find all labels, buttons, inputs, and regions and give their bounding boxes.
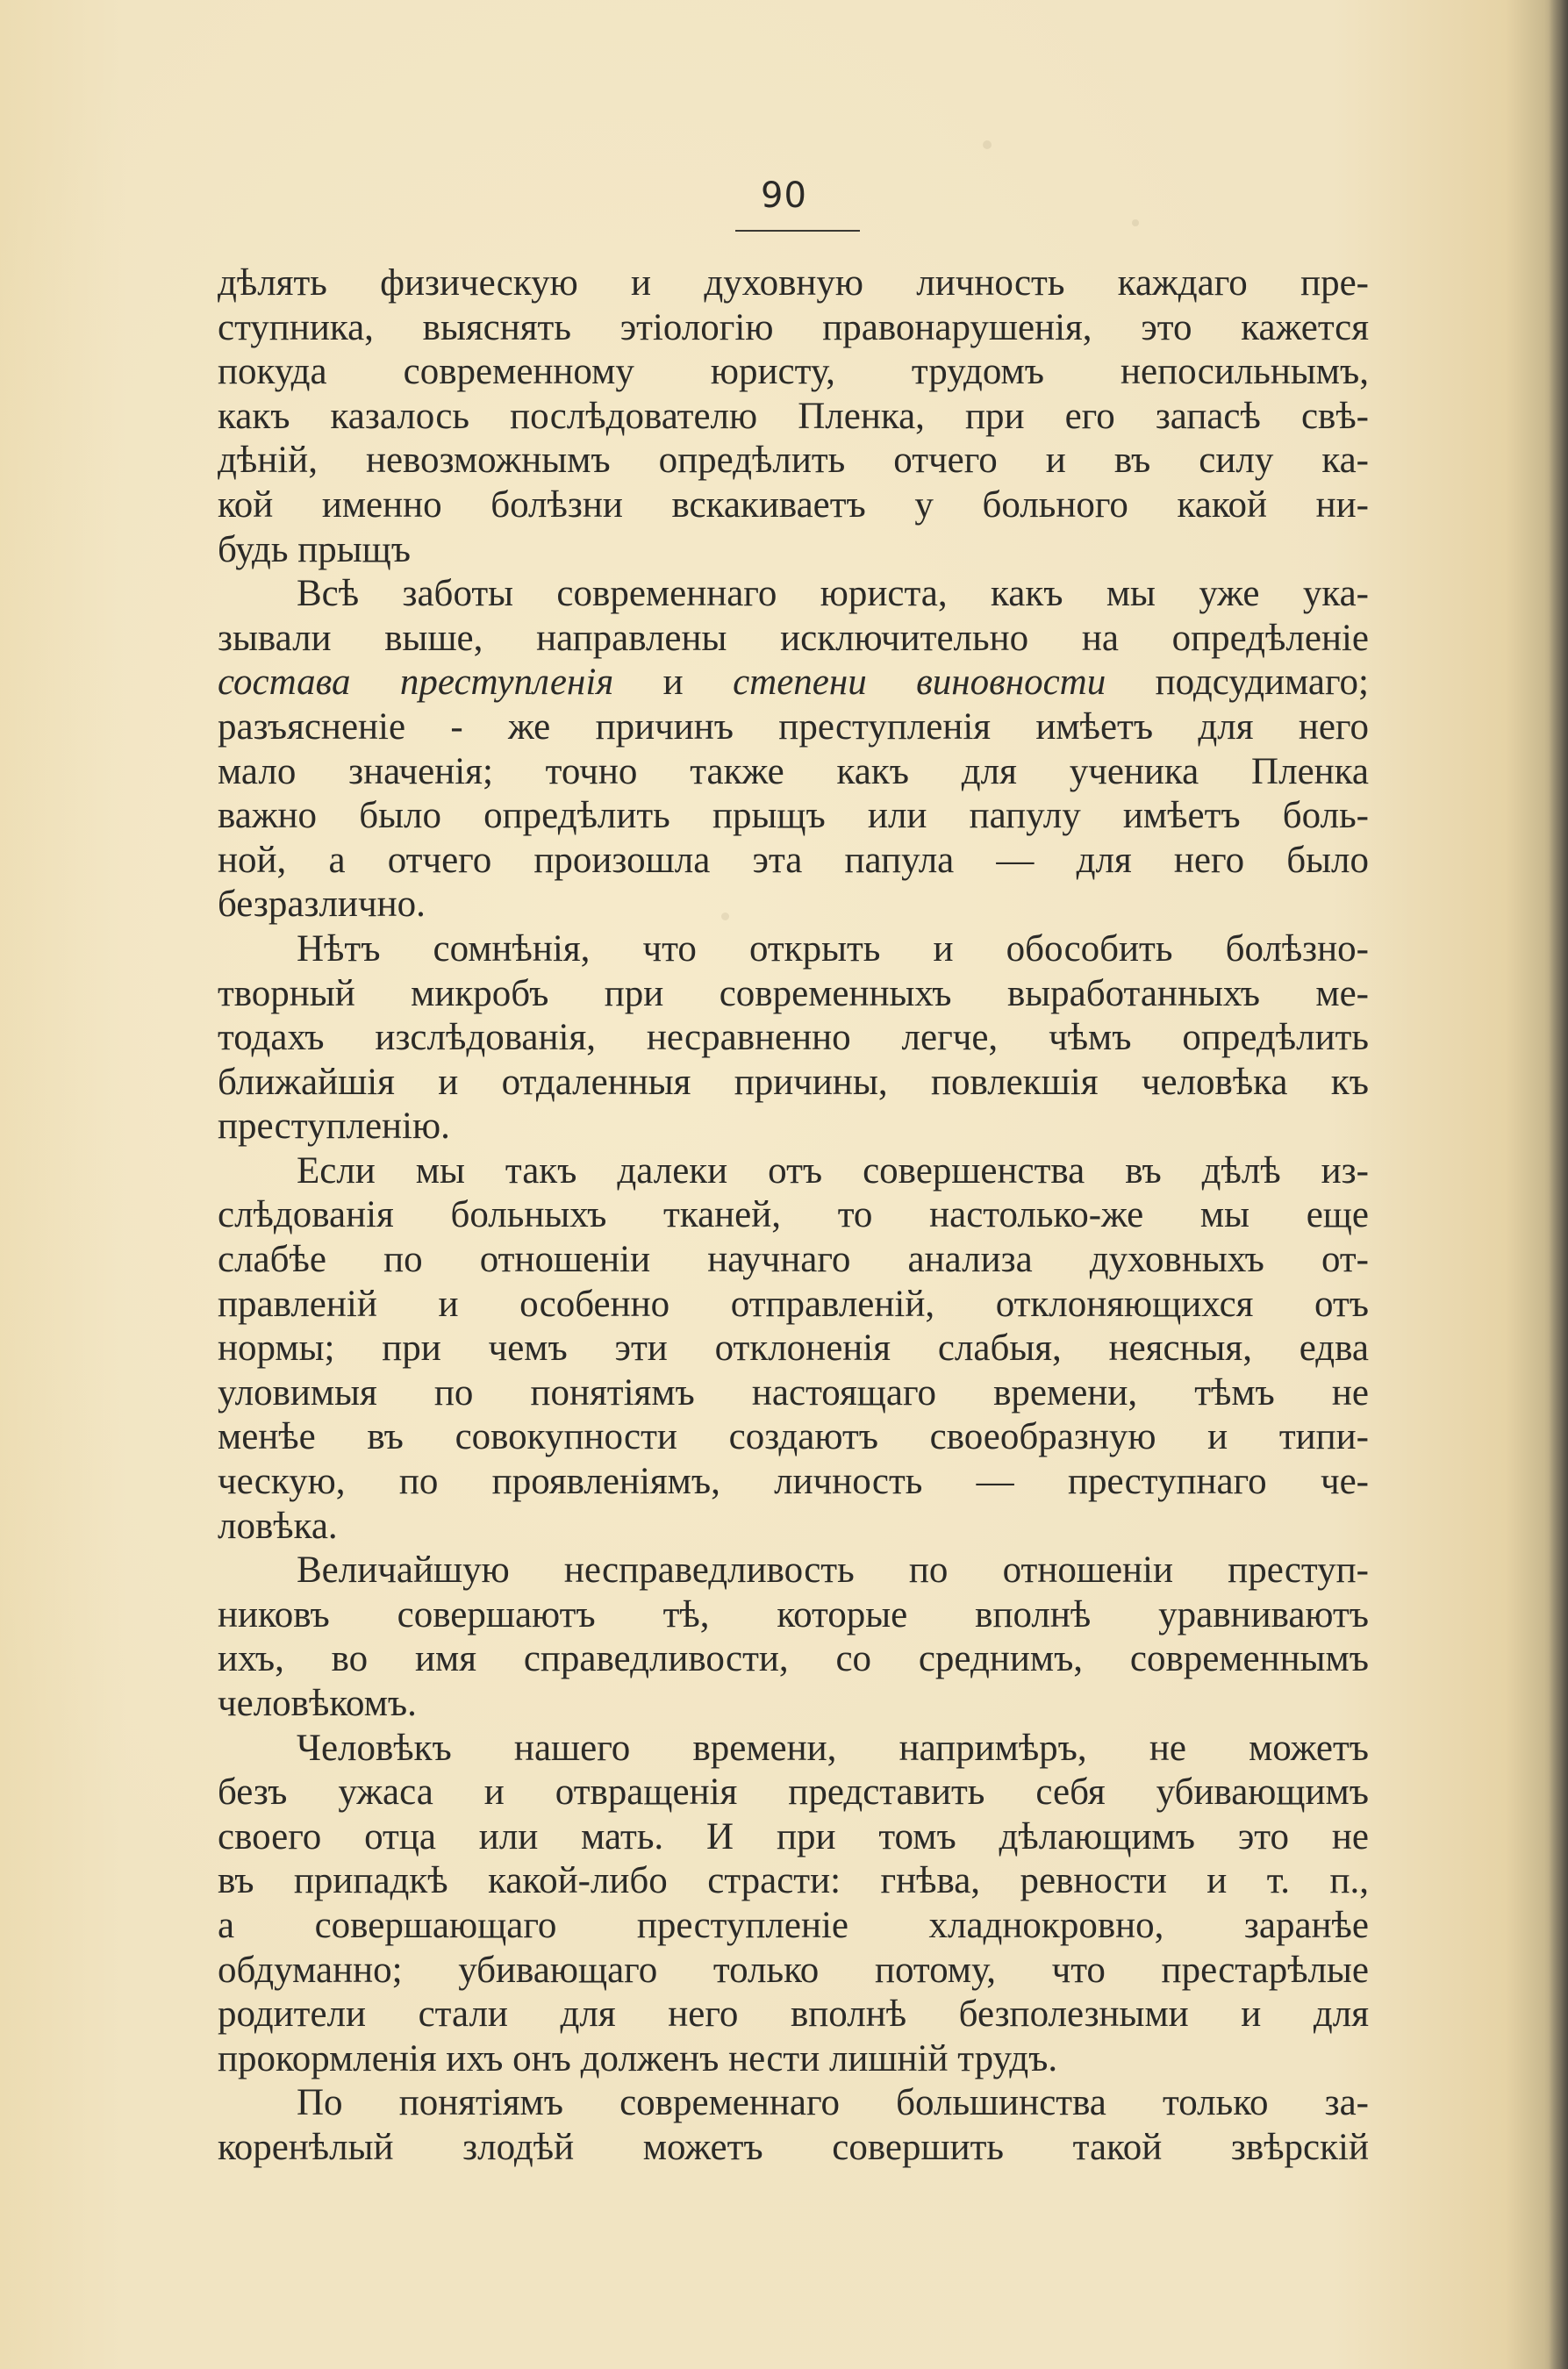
- text-line: никовъ совершаютъ тѣ, которые вполнѣ уравниваютъ: [218, 1593, 1369, 1635]
- text-line: Если мы такъ далеки отъ совершенства въ дѣлѣ из-: [297, 1149, 1369, 1192]
- text-line: человѣкомъ.: [218, 1683, 417, 1724]
- text-line: ной, а отчего произошла эта папула — для него было: [218, 839, 1369, 881]
- text-line: безразлично.: [218, 884, 426, 926]
- text-line: нормы; при чемъ эти отклоненія слабыя, неясныя, едва: [218, 1328, 1369, 1370]
- text-line: Нѣтъ сомнѣнія, что открыть и обособить болѣзно-: [297, 927, 1369, 970]
- text-line: тодахъ изслѣдованія, несравненно легче, чѣмъ опредѣлить: [218, 1017, 1369, 1059]
- text-line: ихъ, во имя справедливости, со среднимъ, современнымъ: [218, 1638, 1369, 1680]
- body-text: [218, 261, 1369, 2171]
- italic-phrase: состава преступленія: [218, 662, 614, 704]
- paper-stain: [1132, 219, 1139, 226]
- text-line: ступника, выяснять этіологію правонарушенія, это кажется: [218, 306, 1369, 348]
- text-line: Всѣ заботы современнаго юриста, какъ мы уже ука-: [297, 573, 1369, 615]
- text-line: менѣе въ совокупности создаютъ своеобразную и типи-: [218, 1416, 1369, 1458]
- text-line: своего отца или мать. И при томъ дѣлающимъ это не: [218, 1815, 1369, 1857]
- text-line: По понятіямъ современнаго большинства только за-: [297, 2082, 1369, 2124]
- text-line: Величайшую несправедливость по отношеніи преступ-: [297, 1550, 1369, 1592]
- text-line: [218, 661, 1369, 705]
- text-line: обдуманно; убивающаго только потому, что престарѣлые: [218, 1949, 1369, 1991]
- text-line: будь прыщъ: [218, 528, 412, 570]
- text-segment: подсудимаго;: [1106, 662, 1369, 704]
- text-line: въ припадкѣ какой-либо страсти: гнѣва, ревности и т. п.,: [218, 1860, 1369, 1902]
- text-line: слѣдованія больныхъ тканей, то настолько-же мы еще: [218, 1194, 1369, 1236]
- text-line: ближайшія и отдаленныя причины, повлекшія человѣка къ: [218, 1061, 1369, 1103]
- text-line: мало значенія; точно также какъ для ученика Пленка: [218, 750, 1369, 792]
- text-line: зывали выше, направлены исключительно на опредѣленіе: [218, 617, 1369, 659]
- text-line: дѣлять физическую и духовную личность каждаго пре-: [218, 262, 1369, 304]
- text-line: коренѣлый злодѣй можетъ совершить такой звѣрскій: [218, 2126, 1369, 2168]
- text-line: правленій и особенно отправленій, отклоняющихся отъ: [218, 1283, 1369, 1325]
- paper-stain: [983, 140, 992, 149]
- text-line: какъ казалось послѣдователю Пленка, при его запасѣ свѣ-: [218, 395, 1369, 437]
- text-segment: и: [613, 662, 734, 704]
- text-line: ческую, по проявленіямъ, личность — преступнаго че-: [218, 1461, 1369, 1503]
- text-line: кой именно болѣзни вскакиваетъ у больного какой ни-: [218, 483, 1369, 526]
- header-rule: [735, 230, 860, 232]
- text-line: дѣній, невозможнымъ опредѣлить отчего и въ силу ка-: [218, 440, 1369, 482]
- text-line: разъясненіе - же причинъ преступленія имѣетъ для него: [218, 705, 1369, 748]
- page-number: 90: [761, 175, 807, 216]
- text-line: слабѣе по отношеніи научнаго анализа духовныхъ от-: [218, 1239, 1369, 1281]
- text-line: покуда современному юристу, трудомъ непосильнымъ,: [218, 351, 1369, 393]
- text-line: прокормленія ихъ онъ долженъ нести лишній трудъ.: [218, 2037, 1058, 2079]
- text-line: безъ ужаса и отвращенія представить себя убивающимъ: [218, 1771, 1369, 1814]
- text-line: а совершающаго преступленіе хладнокровно, заранѣе: [218, 1904, 1369, 1946]
- text-line: ловѣка.: [218, 1505, 338, 1547]
- italic-phrase: степени виновности: [733, 662, 1106, 704]
- text-line: важно было опредѣлить прыщъ или папулу имѣетъ боль-: [218, 795, 1369, 837]
- text-line: родители стали для него вполнѣ безполезными и для: [218, 1993, 1369, 2036]
- text-line: преступленію.: [218, 1106, 450, 1148]
- text-line: творный микробъ при современныхъ выработанныхъ ме-: [218, 972, 1369, 1014]
- text-line: Человѣкъ нашего времени, напримѣръ, не можетъ: [297, 1727, 1369, 1769]
- page-edge-shadow: [1549, 0, 1568, 2369]
- text-line: уловимыя по понятіямъ настоящаго времени, тѣмъ не: [218, 1371, 1369, 1414]
